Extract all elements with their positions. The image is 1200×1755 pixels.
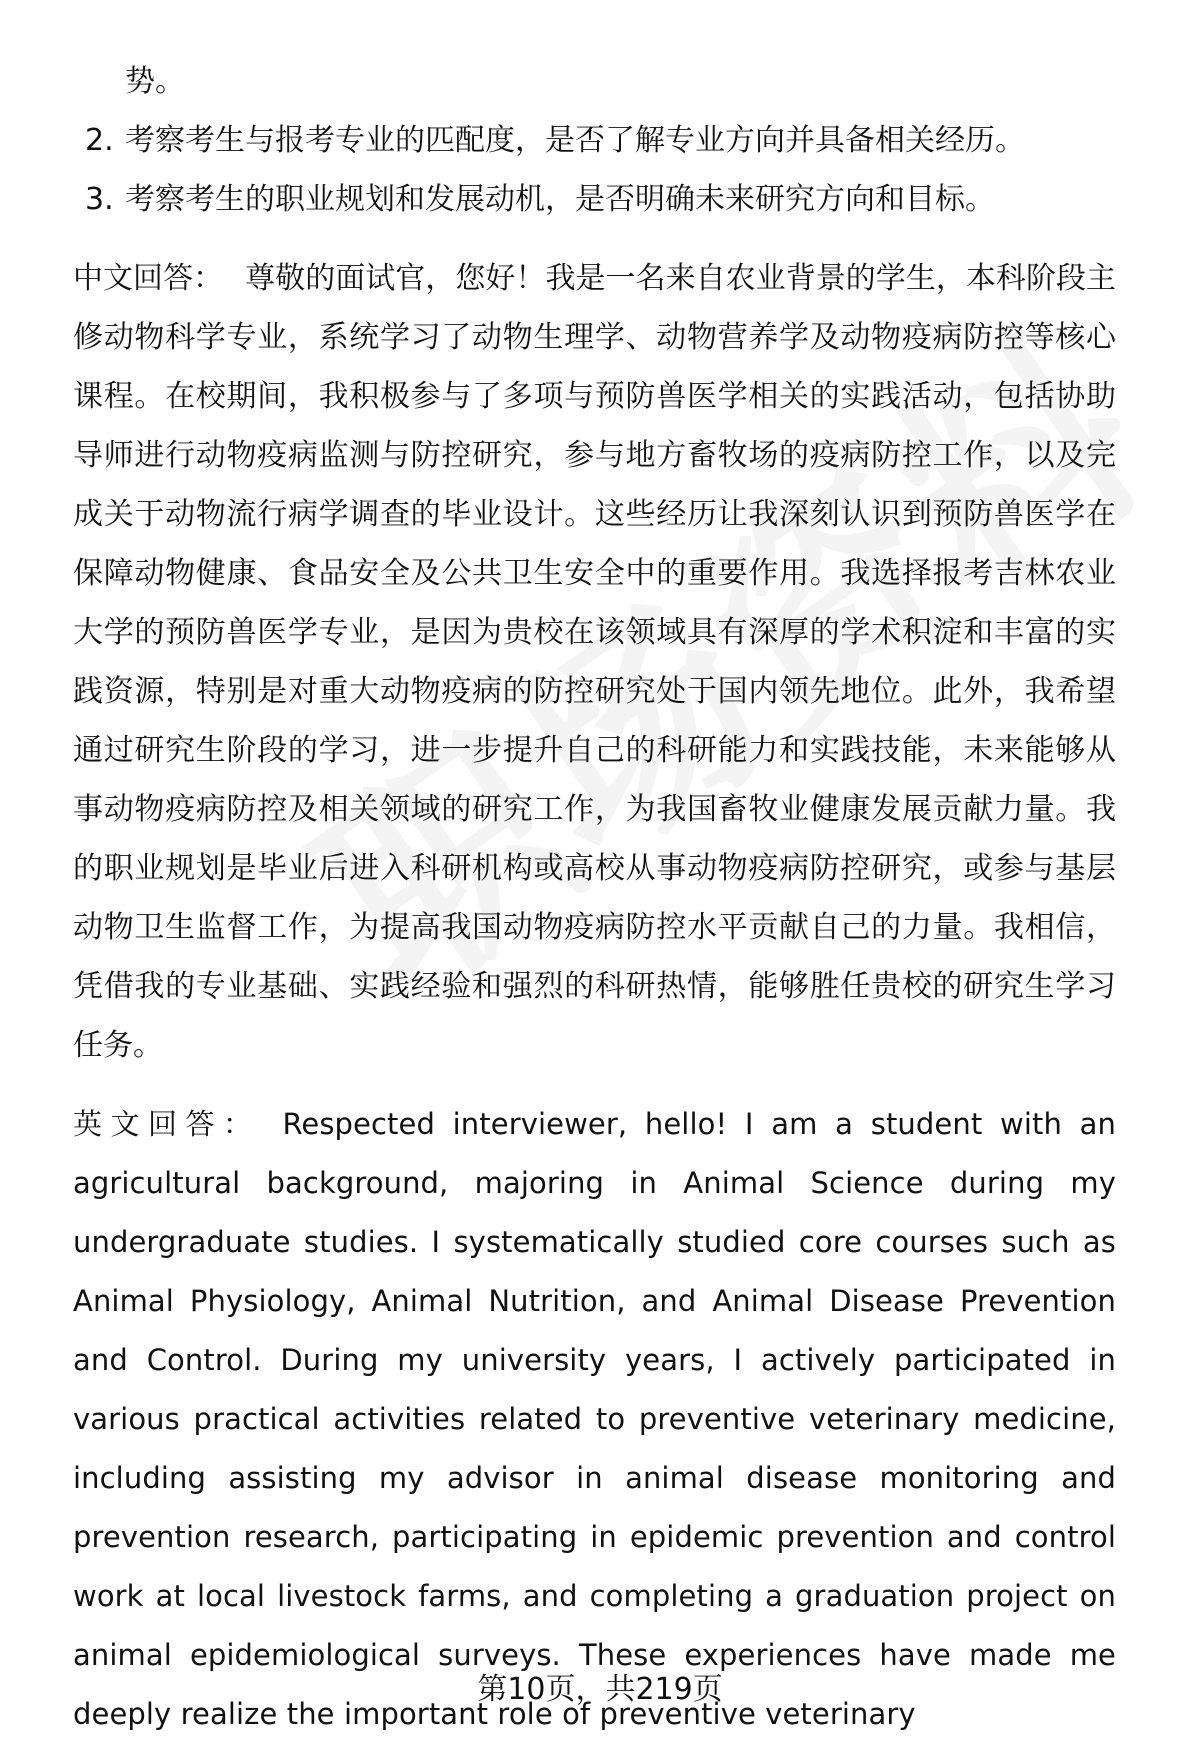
criteria-number: 2.: [85, 123, 114, 158]
criteria-item: [73, 111, 1116, 170]
chinese-answer-label: 中文回答：: [73, 261, 224, 296]
english-answer-text: Respected interviewer, hello! I am a student with an agricultural background, majoring in Animal Science during my undergraduate studies. I systematically studied core courses such as Animal Physiology, Animal Nutrition, and Animal Disease Prevention and Control. During my university years, I actively participated in various practical activities related to preventive veterinary medicine, including assisting my advisor in animal disease monitoring and prevention research, participating in epidemic prevention and control work at local livestock farms, and completing a graduation project on animal epidemiological surveys. These experiences have made me deeply realize the important role of preventive veterinary: [73, 1107, 1116, 1731]
criteria-number: 3.: [85, 182, 114, 217]
chinese-answer-text: 尊敬的面试官，您好！我是一名来自农业背景的学生，本科阶段主修动物科学专业，系统学习了动物生理学、动物营养学及动物疫病防控等核心课程。在校期间，我积极参与了多项与预防兽医学相关的实践活动，包括协助导师进行动物疫病监测与防控研究，参与地方畜牧场的疫病防控工作，以及完成关于动物流行病学调查的毕业设计。这些经历让我深刻认识到预防兽医学在保障动物健康、食品安全及公共卫生安全中的重要作用。我选择报考吉林农业大学的预防兽医学专业，是因为贵校在该领域具有深厚的学术积淀和丰富的实践资源，特别是对重大动物疫病的防控研究处于国内领先地位。此外，我希望通过研究生阶段的学习，进一步提升自己的科研能力和实践技能，未来能够从事动物疫病防控及相关领域的研究工作，为我国畜牧业健康发展贡献力量。我的职业规划是毕业后进入科研机构或高校从事动物疫病防控研究，或参与基层动物卫生监督工作，为提高我国动物疫病防控水平贡献自己的力量。我相信，凭借我的专业基础、实践经验和强烈的科研热情，能够胜任贵校的研究生学习任务。: [73, 261, 1117, 1063]
english-answer-label: 英文回答：: [73, 1107, 261, 1141]
criteria-text: 考察考生的职业规划和发展动机，是否明确未来研究方向和目标。: [125, 182, 995, 217]
criteria-item: [73, 170, 1116, 229]
continuation-text: 势。: [125, 64, 185, 99]
chinese-answer-paragraph: [73, 249, 1116, 1075]
page-number-footer: 第10页，共219页: [477, 1672, 723, 1707]
english-answer-paragraph: [73, 1095, 1116, 1744]
criteria-list: [73, 111, 1116, 229]
criteria-text: 考察考生与报考专业的匹配度，是否了解专业方向并具备相关经历。: [125, 123, 1025, 158]
page-content: [73, 52, 1116, 1744]
